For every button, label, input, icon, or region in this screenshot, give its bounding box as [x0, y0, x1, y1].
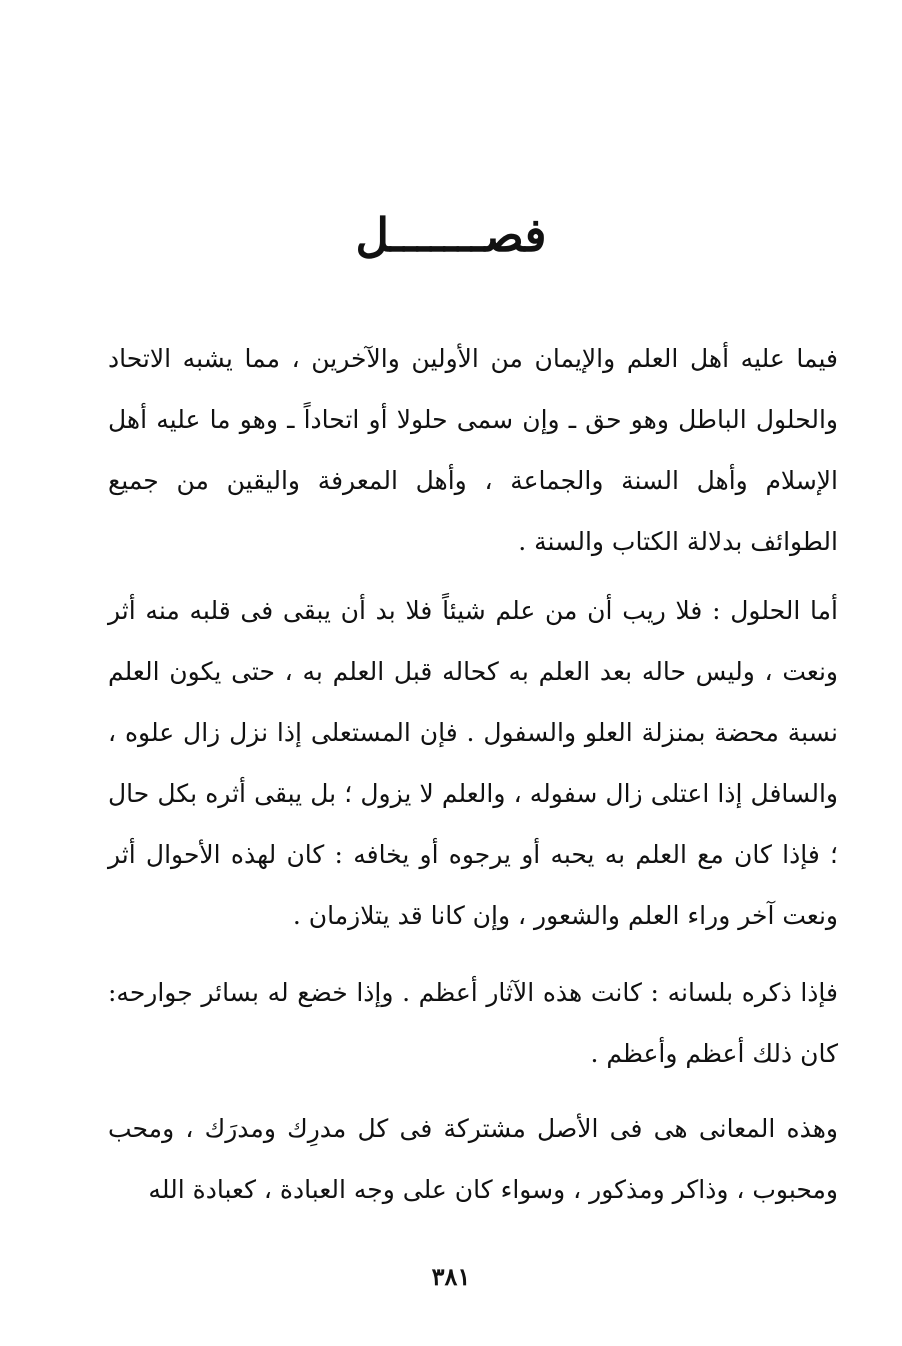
paragraph-text: وهذه المعانى هى فى الأصل مشتركة فى كل مدرِك ومدرَك ، ومحب ومحبوب ، وذاكر ومذكور ، وسواء كان على وجه العبادة ، كعبادة الله	[108, 1114, 838, 1204]
paragraph-4	[108, 1098, 838, 1220]
page-number: ٣٨١	[431, 1262, 471, 1291]
paragraph-2	[108, 580, 838, 946]
section-heading: فصـــــــل	[355, 208, 547, 262]
paragraph-1	[108, 328, 838, 572]
paragraph-3	[108, 962, 838, 1084]
paragraph-text: فإذا ذكره بلسانه : كانت هذه الآثار أعظم . وإذا خضع له بسائر جوارحه: كان ذلك أعظم وأعظم .	[108, 978, 838, 1068]
paragraph-text: فيما عليه أهل العلم والإيمان من الأولين والآخرين ، مما يشبه الاتحاد والحلول الباطل وهو حق ـ وإن سمى حلولا أو اتحاداً ـ وهو ما عليه أهل الإسلام وأهل السنة والجماعة ، وأهل المعرفة واليقين من جميع الطوائف بدلالة الكتاب والسنة .	[108, 344, 839, 556]
paragraph-text: أما الحلول : فلا ريب أن من علم شيئاً فلا بد أن يبقى فى قلبه منه أثر ونعت ، وليس حاله بعد العلم به كحاله قبل العلم به ، حتى يكون العلم نسبة محضة بمنزلة العلو والسفول . فإن المستعلى إذا نزل زال علوه ، والسافل إذا اعتلى زال سفوله ، والعلم لا يزول ؛ بل يبقى أثره بكل حال ؛ فإذا كان مع العلم به يحبه أو يرجوه أو يخافه : كان لهذه الأحوال أثر ونعت آخر وراء العلم والشعور ، وإن كانا قد يتلازمان .	[108, 596, 839, 930]
